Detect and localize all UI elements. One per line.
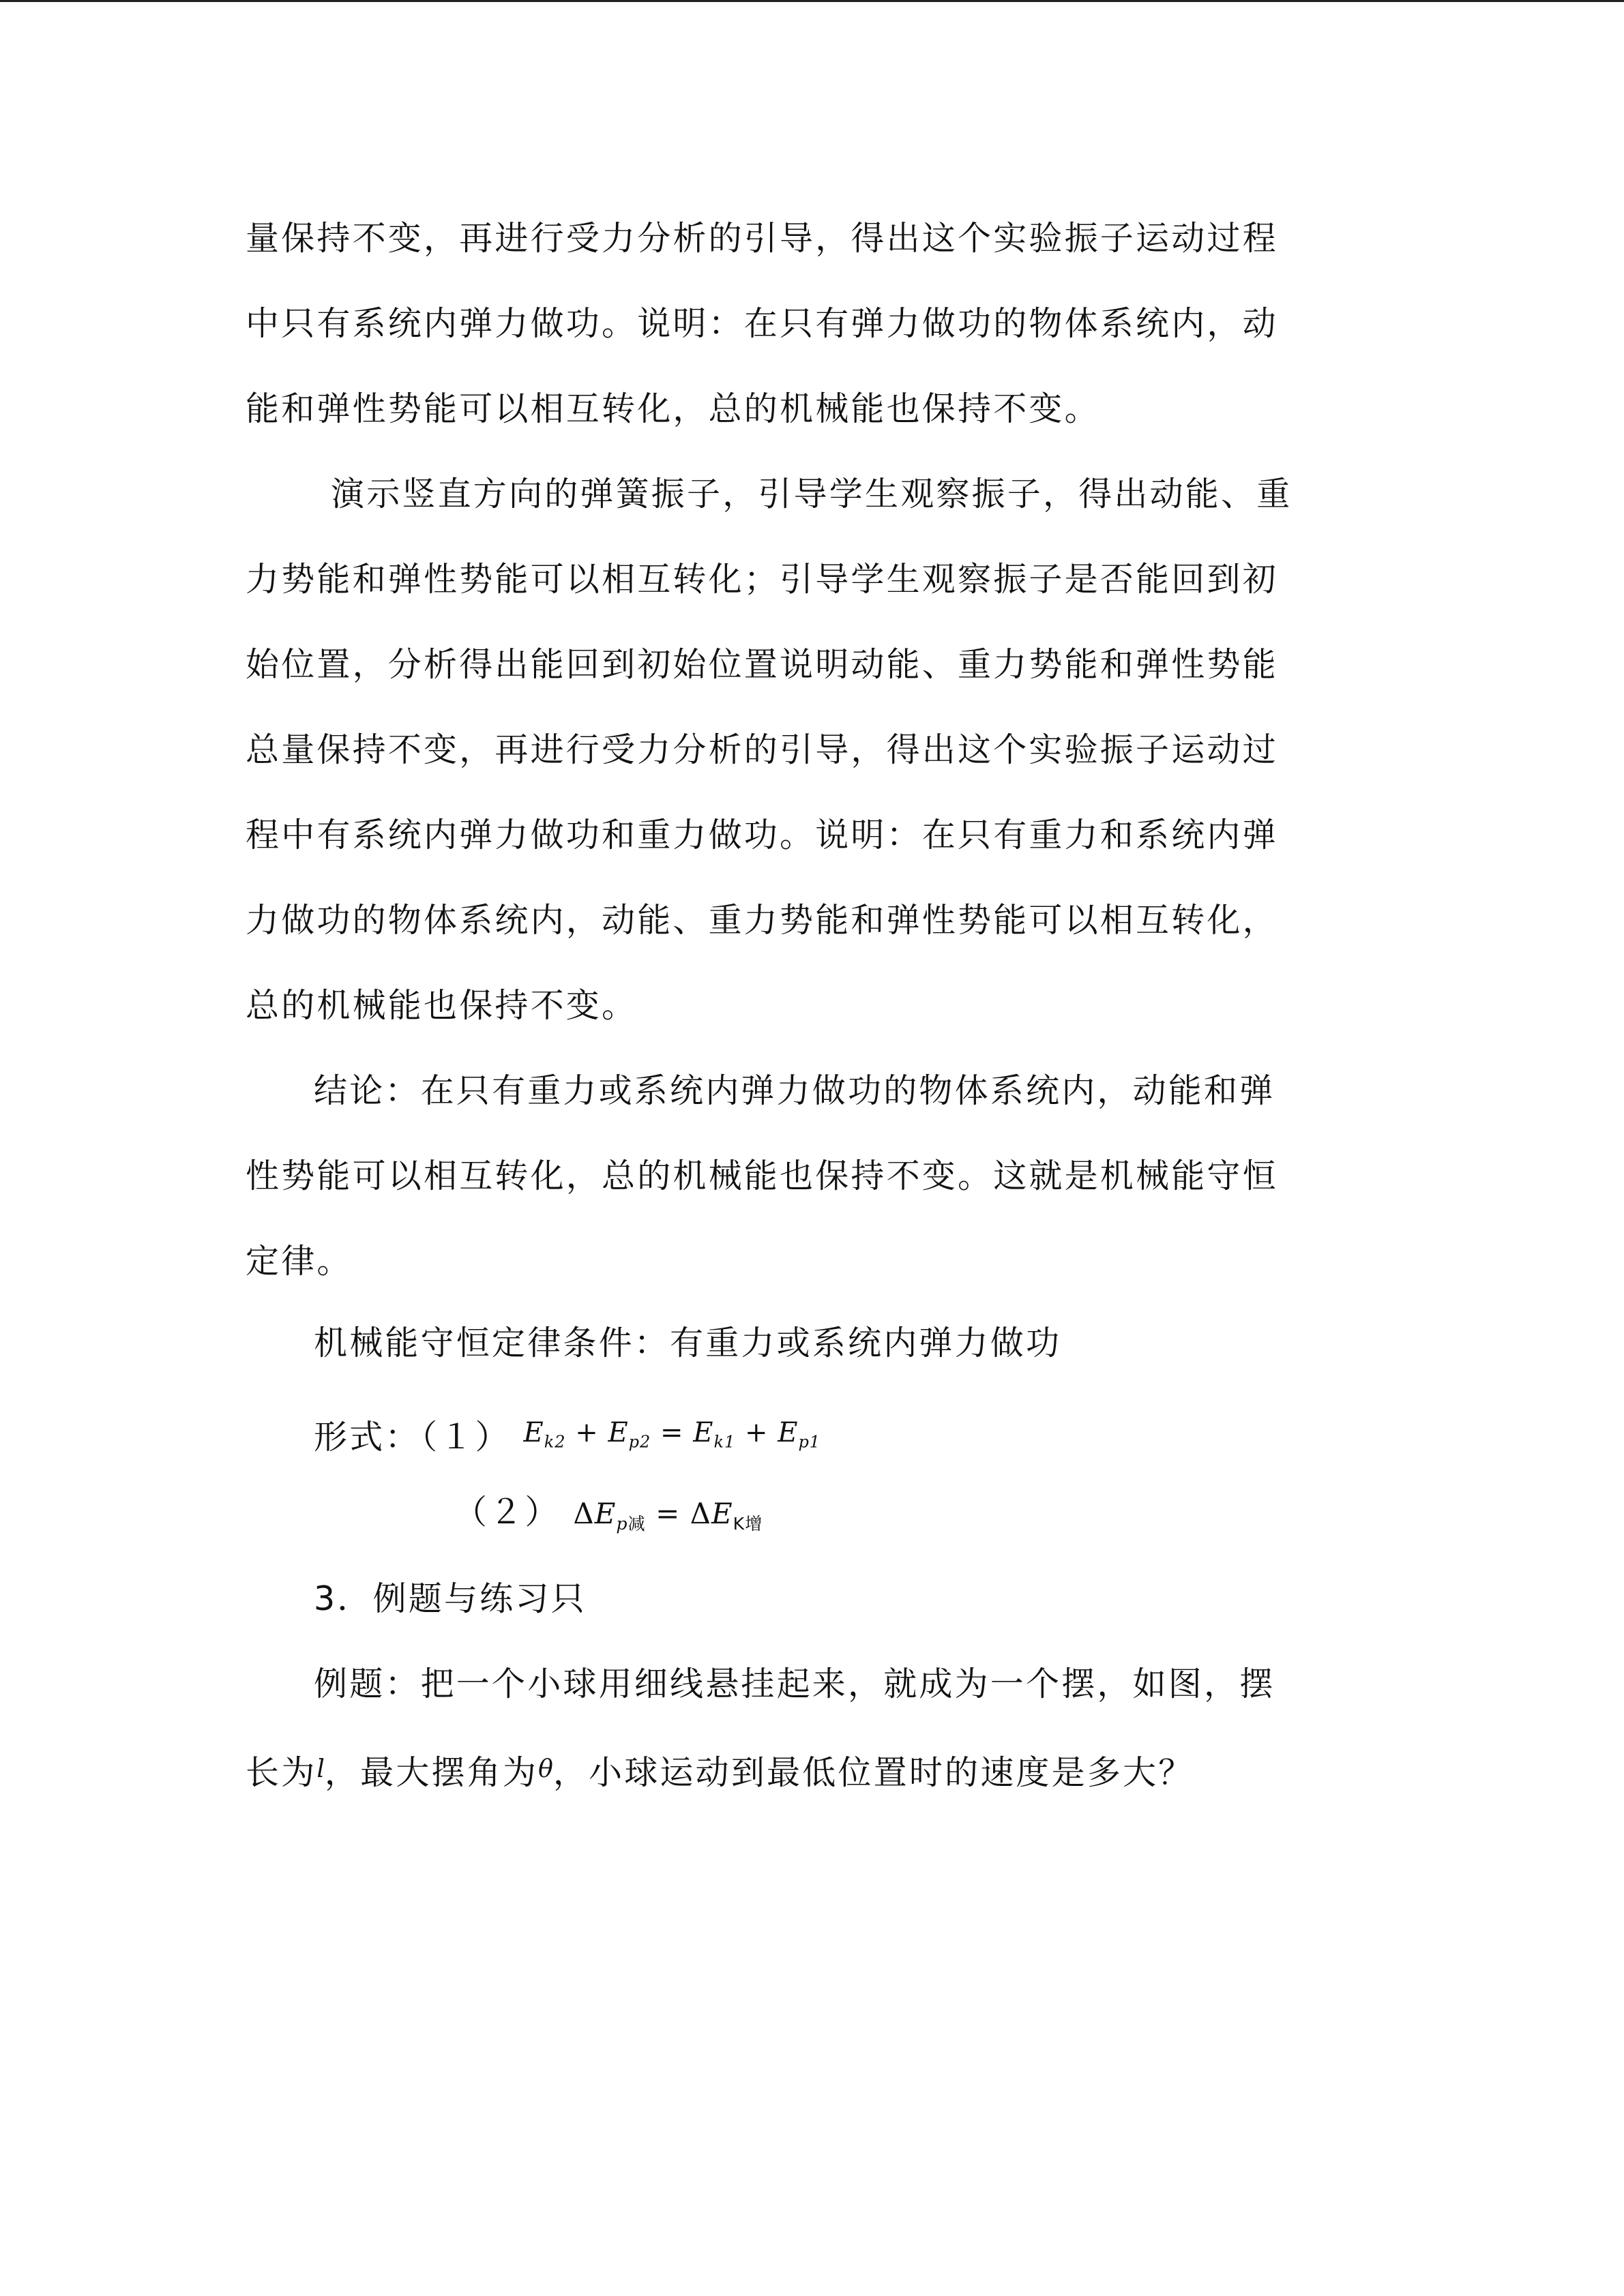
form-label: 形式： — [314, 1418, 421, 1457]
paragraph-line: 力势能和弹性势能可以相互转化；引导学生观察振子是否能回到初 — [246, 560, 1278, 599]
form-1-line — [314, 1417, 821, 1469]
paragraph-line: 量保持不变，再进行受力分析的引导，得出这个实验振子运动过程 — [246, 219, 1278, 258]
page-top-border — [0, 0, 1624, 2]
paragraph-line: 总量保持不变，再进行受力分析的引导，得出这个实验振子运动过 — [246, 730, 1278, 769]
paragraph-line: 力做功的物体系统内，动能、重力势能和弹性势能可以相互转化， — [246, 901, 1278, 940]
var-l: l — [316, 1755, 325, 1783]
section-heading: 3．例题与练习只 — [314, 1579, 587, 1618]
example-line: 例题：把一个小球用细线悬挂起来，就成为一个摆，如图，摆 — [314, 1665, 1275, 1703]
paragraph-line: 程中有系统内弹力做功和重力做功。说明：在只有重力和系统内弹 — [246, 816, 1278, 854]
paragraph-line: 中只有系统内弹力做功。说明：在只有弹力做功的物体系统内，动 — [246, 304, 1278, 343]
formula-1: Ek2 + Ep2 = Ek1 + Ep1 — [523, 1417, 821, 1452]
example-line: 长为$^l$，最大摆角为$^\theta$，小球运动到最低位置时的速度是多大？ — [246, 1753, 1194, 1792]
paragraph-line: 始位置，分析得出能回到初始位置说明动能、重力势能和弹性势能 — [246, 645, 1278, 684]
paragraph-line: 能和弹性势能可以相互转化，总的机械能也保持不变。 — [246, 389, 1100, 428]
paragraph-line: 演示竖直方向的弹簧振子，引导学生观察振子，得出动能、重 — [331, 475, 1293, 513]
form-index-2: （２） — [454, 1493, 561, 1532]
conclusion-line: 定律。 — [246, 1242, 353, 1281]
form-2-line — [454, 1492, 763, 1545]
conclusion-line: 性势能可以相互转化，总的机械能也保持不变。这就是机械能守恒 — [246, 1157, 1278, 1195]
var-theta: θ — [538, 1755, 553, 1783]
form-index-1: （１） — [420, 1418, 511, 1457]
formula-2: $\Delta E_{p减} = \Delta E_{K增}$ — [573, 1497, 763, 1534]
conclusion-line: 结论：在只有重力或系统内弹力做功的物体系统内，动能和弹 — [314, 1071, 1275, 1110]
paragraph-line: 总的机械能也保持不变。 — [246, 986, 638, 1025]
condition-line: 机械能守恒定律条件：有重力或系统内弹力做功 — [314, 1324, 1062, 1362]
